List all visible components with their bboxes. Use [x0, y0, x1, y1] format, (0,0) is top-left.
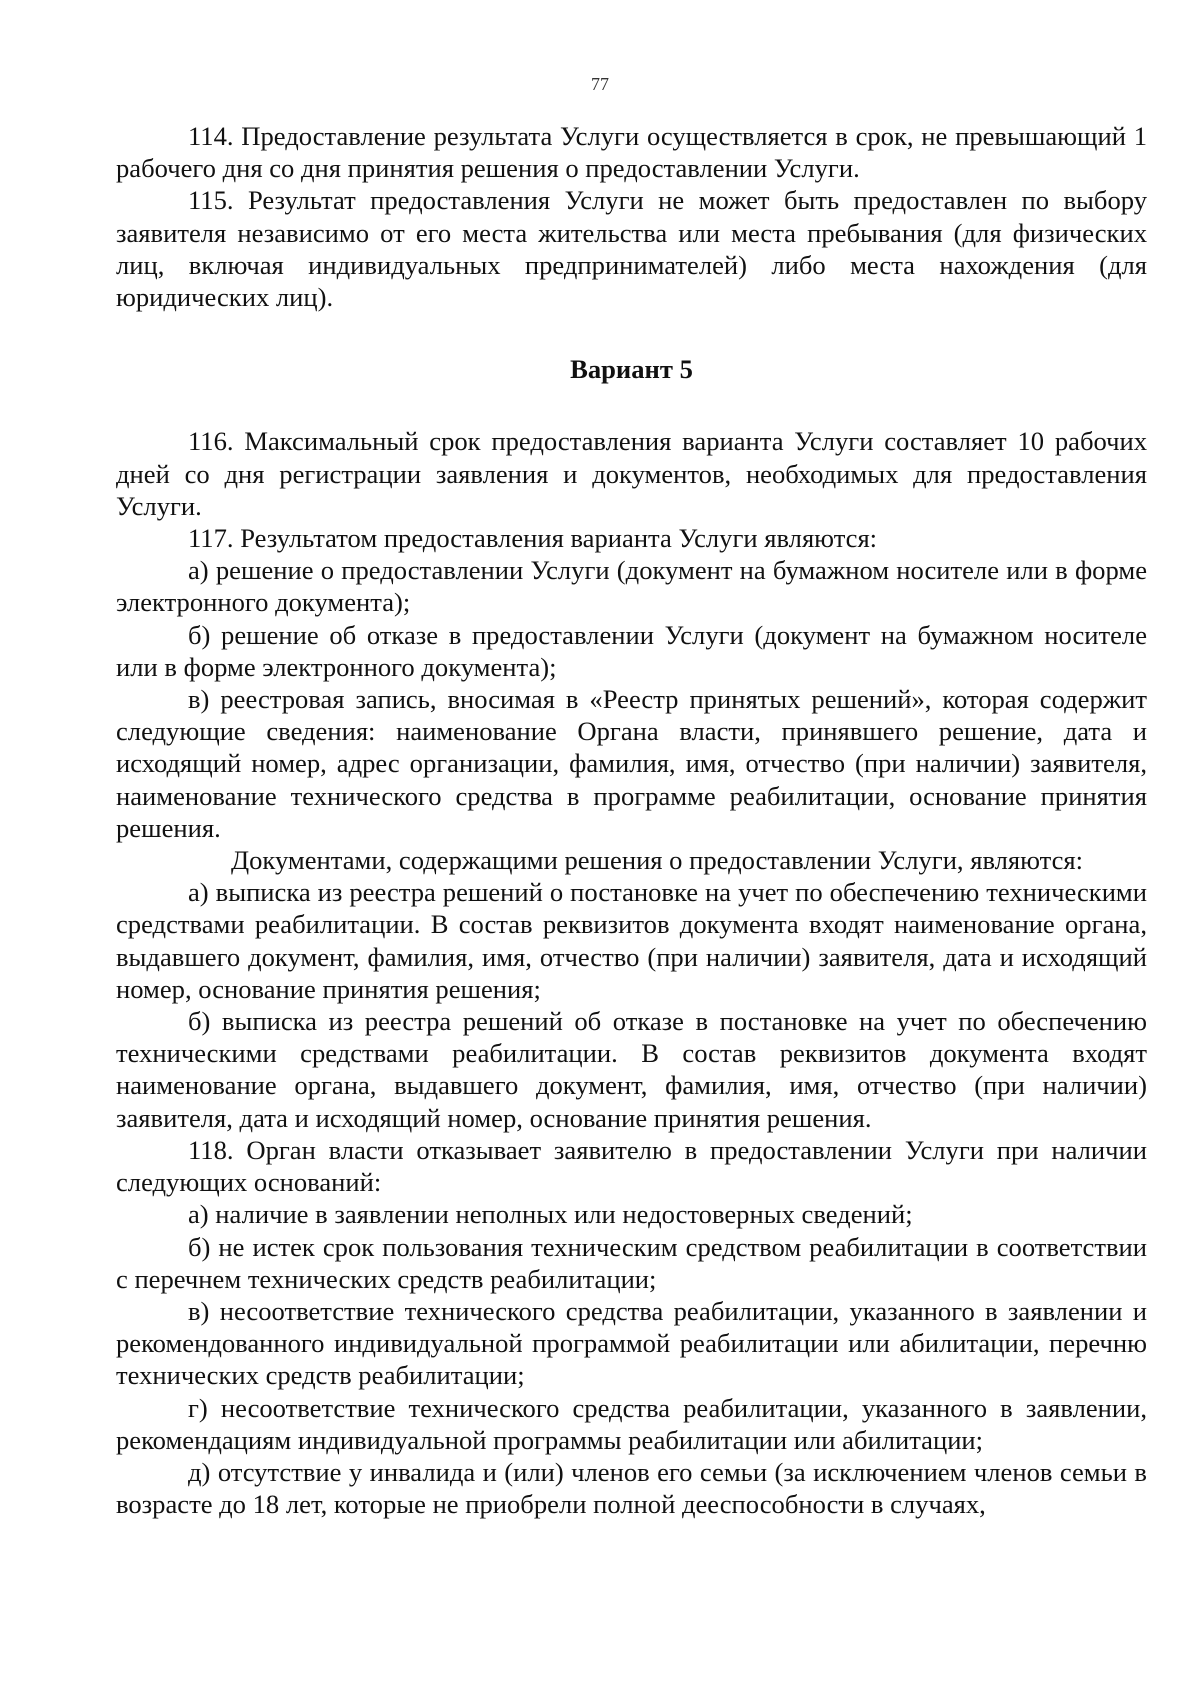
- paragraph-118: 118. Орган власти отказывает заявителю в предоставлении Услуги при наличии следующих оснований:: [116, 1134, 1147, 1198]
- list-item-118-v: в) несоответствие технического средства реабилитации, указанного в заявлении и рекомендованного индивидуальной программой реабилитации или абилитации, перечню технических средств реабилитации;: [116, 1295, 1147, 1391]
- list-item-117-b: б) решение об отказе в предоставлении Услуги (документ на бумажном носителе или в форме электронного документа);: [116, 619, 1147, 682]
- list-item-docs-a: а) выписка из реестра решений о постановке на учет по обеспечению техническими средствами реабилитации. В состав реквизитов документа входят наименование органа, выдавшего документ, фамилия, имя, отчество (при наличии) заявителя, дата и исходящий номер, основание принятия решения;: [116, 877, 1147, 1004]
- list-item-118-b: б) не истек срок пользования техническим средством реабилитации в соответствии с перечнем технических средств реабилитации;: [116, 1231, 1147, 1294]
- list-item-118-d: д) отсутствие у инвалида и (или) членов его семьи (за исключением членов семьи в возрасте до 18 лет, которые не приобрели полной дееспособности в случаях,: [116, 1456, 1147, 1520]
- list-item-118-a: а) наличие в заявлении неполных или недостоверных сведений;: [188, 1199, 913, 1230]
- documents-intro: Документами, содержащими решения о предоставлении Услуги, являются:: [231, 845, 1084, 876]
- paragraph-116: 116. Максимальный срок предоставления варианта Услуги составляет 10 рабочих дней со дня регистрации заявления и документов, необходимых для предоставления Услуги.: [116, 426, 1147, 521]
- list-item-117-a: а) решение о предоставлении Услуги (документ на бумажном носителе или в форме электронного документа);: [116, 555, 1147, 618]
- paragraph-115: 115. Результат предоставления Услуги не может быть предоставлен по выбору заявителя независимо от его места жительства или места пребывания (для физических лиц, включая индивидуальных предпринимателей) либо места нахождения (для юридических лиц).: [116, 185, 1147, 313]
- section-heading: Вариант 5: [570, 354, 693, 385]
- list-item-117-v: в) реестровая запись, вносимая в «Реестр принятых решений», которая содержит следующие сведения: наименование Органа власти, принявшего решение, дата и исходящий номер, адрес организации, фамилия, имя, отчество (при наличии) заявителя, наименование технического средства в программе реабилитации, основание принятия решения.: [116, 684, 1147, 843]
- list-item-118-g: г) несоответствие технического средства реабилитации, указанного в заявлении, рекомендациям индивидуальной программы реабилитации или абилитации;: [116, 1392, 1147, 1455]
- paragraph-117: 117. Результатом предоставления варианта Услуги являются:: [188, 523, 878, 554]
- list-item-docs-b: б) выписка из реестра решений об отказе в постановке на учет по обеспечению техническими средствами реабилитации. В состав реквизитов документа входят наименование органа, выдавшего документ, фамилия, имя, отчество (при наличии) заявителя, дата и исходящий номер, основание принятия решения.: [116, 1006, 1147, 1133]
- paragraph-114: 114. Предоставление результата Услуги осуществляется в срок, не превышающий 1 рабочего дня со дня принятия решения о предоставлении Услуги.: [116, 121, 1147, 184]
- page-number: 77: [591, 74, 609, 94]
- document-body: [116, 120, 1147, 1520]
